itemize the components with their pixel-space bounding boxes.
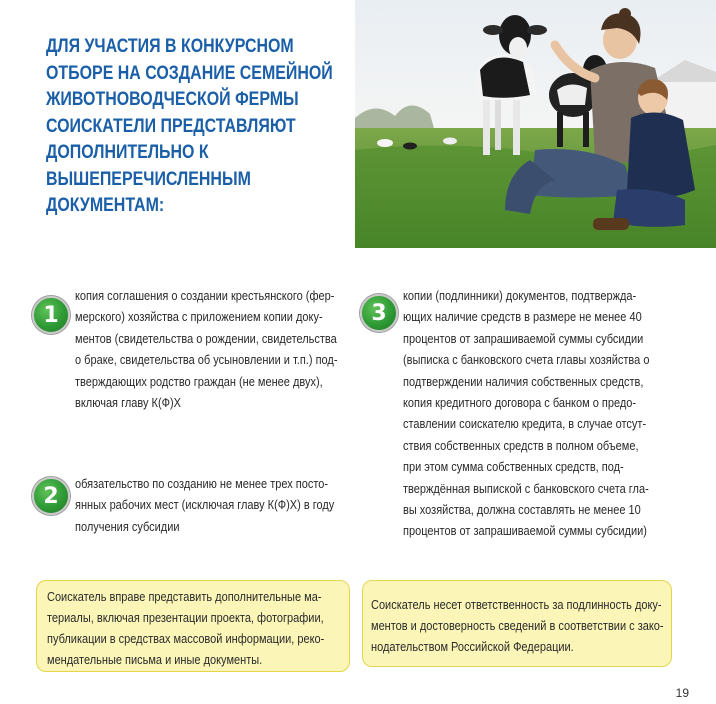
item-line: процентов от запрашиваемой суммы субсидии xyxy=(403,331,644,346)
item-line: подтверждении наличия собственных средств, xyxy=(403,374,644,389)
note-line: териалы, включая презентации проекта, фотографии, xyxy=(47,611,324,625)
item-line: ментов (свидетельства о рождении, свидетельства xyxy=(75,331,337,346)
item-line: вы хозяйства, должна составлять не менее 10 xyxy=(403,503,641,518)
note-line: Соискатель вправе представить дополнительные ма- xyxy=(47,590,322,604)
item-line: янных рабочих мест (исключая главу К(Ф)Х) в году xyxy=(75,498,335,513)
item-number-badge: 3 xyxy=(360,294,398,332)
page-number: 19 xyxy=(675,686,689,700)
item-number-badge: 2 xyxy=(32,477,70,515)
title-line: ОТБОРЕ НА СОЗДАНИЕ СЕМЕЙНОЙ xyxy=(46,62,333,84)
item-line: при этом сумма собственных средств, под- xyxy=(403,460,624,475)
note-line: нодательством Российской Федерации. xyxy=(371,640,574,654)
title-line: ДОПОЛНИТЕЛЬНО К xyxy=(46,142,209,163)
item-line: (выписка с банковского счета главы хозяйства о xyxy=(403,353,650,368)
item-line: тверждённая выпиской с банковского счета гла- xyxy=(403,481,649,496)
title-line: СОИСКАТЕЛИ ПРЕДСТАВЛЯЮТ xyxy=(46,115,296,137)
farm-photo-image xyxy=(355,0,716,248)
page-title xyxy=(46,34,357,220)
item-line: копия кредитного договора с банком о предо- xyxy=(403,396,637,411)
note-box-additional-materials xyxy=(36,580,350,672)
item-line: о браке, свидетельства об усыновлении и т.п.) под- xyxy=(75,353,338,368)
title-line: ВЫШЕПЕРЕЧИСЛЕННЫМ xyxy=(46,168,251,190)
item-line: копии (подлинники) документов, подтвержда- xyxy=(403,289,637,303)
title-line: ДЛЯ УЧАСТИЯ В КОНКУРСНОМ xyxy=(46,36,294,57)
note-line: мендательные письма и иные документы. xyxy=(47,653,263,667)
item-line: ющих наличие средств в размере не менее 40 xyxy=(403,310,642,325)
note-line: ментов и достоверность сведений в соответствии с зако- xyxy=(371,619,664,633)
item-line: тверждающих родство граждан (не менее двух), xyxy=(75,374,323,389)
item-line: включая главу К(Ф)Х xyxy=(75,396,181,411)
title-line: ДОКУМЕНТАМ: xyxy=(46,195,165,216)
farm-photo xyxy=(355,0,716,248)
item-line: ставлении соискателю кредита, в случае отсут- xyxy=(403,417,647,432)
item-line: копия соглашения о создании крестьянского (фер- xyxy=(75,289,335,303)
item-line: получения субсидии xyxy=(75,519,180,534)
item-line: обязательство по созданию не менее трех посто- xyxy=(75,477,329,491)
note-line: публикации в средствах массовой информации, реко- xyxy=(47,632,325,646)
item-line: ствия собственных средств в полном объеме, xyxy=(403,438,639,453)
list-item xyxy=(75,286,385,414)
note-line: Соискатель несет ответственность за подлинность доку- xyxy=(371,598,662,612)
title-line: ЖИВОТНОВОДЧЕСКОЙ ФЕРМЫ xyxy=(46,89,299,110)
item-line: мерского) хозяйства с приложением копии доку- xyxy=(75,310,323,325)
item-number-badge: 1 xyxy=(32,296,70,334)
list-item xyxy=(403,286,693,543)
note-box-responsibility xyxy=(362,580,672,667)
item-line: процентов от запрашиваемой суммы субсидии) xyxy=(403,524,647,539)
list-item xyxy=(75,474,385,538)
